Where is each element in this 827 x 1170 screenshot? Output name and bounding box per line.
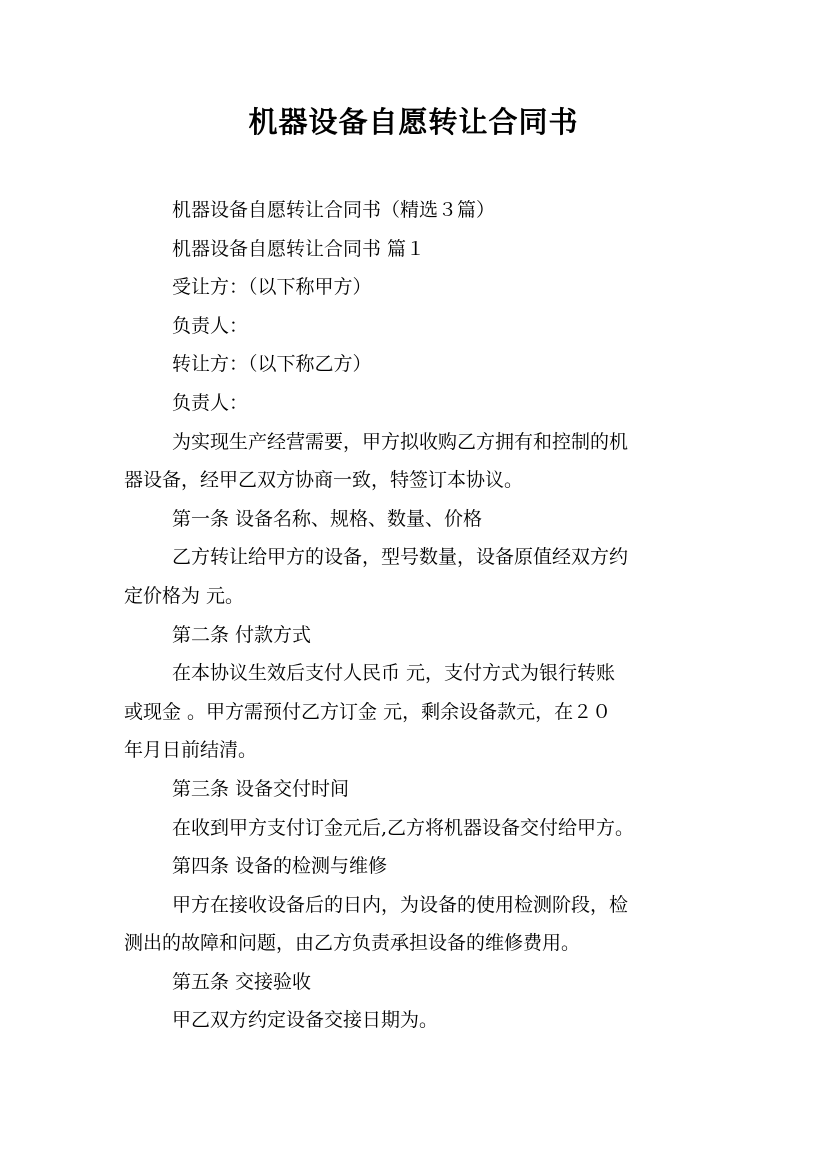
section-heading: 机器设备自愿转让合同书 篇１	[172, 237, 426, 260]
article-2-line-2: 或现金 。甲方需预付乙方订金 元，剩余设备款元，在２０	[124, 700, 612, 723]
preamble-line-2: 器设备，经甲乙双方协商一致，特签订本协议。	[124, 469, 524, 492]
article-3-line-1: 在收到甲方支付订金元后,乙方将机器设备交付给甲方。	[172, 816, 635, 839]
article-4-heading: 第四条 设备的检测与维修	[172, 855, 388, 878]
article-1-heading: 第一条 设备名称、规格、数量、价格	[172, 507, 483, 530]
article-1-line-2: 定价格为 元。	[124, 584, 245, 607]
article-4-line-1: 甲方在接收设备后的日内，为设备的使用检测阶段，检	[172, 893, 629, 916]
document-title: 机器设备自愿转让合同书	[248, 105, 579, 139]
article-2-heading: 第二条 付款方式	[172, 623, 312, 646]
article-1-line-1: 乙方转让给甲方的设备，型号数量，设备原值经双方约	[172, 546, 629, 569]
party-a-representative: 负责人：	[172, 314, 249, 337]
party-a-line: 受让方：（以下称甲方）	[172, 276, 372, 299]
preamble-line-1: 为实现生产经营需要，甲方拟收购乙方拥有和控制的机	[172, 430, 629, 453]
document-body	[124, 191, 704, 1040]
article-5-line-1: 甲乙双方约定设备交接日期为。	[172, 1009, 439, 1032]
party-b-line: 转让方：（以下称乙方）	[172, 353, 372, 376]
article-5-heading: 第五条 交接验收	[172, 970, 312, 993]
article-2-line-3: 年月日前结清。	[124, 739, 258, 762]
article-2-line-1: 在本协议生效后支付人民币 元，支付方式为银行转账	[172, 662, 616, 685]
article-4-line-2: 测出的故障和问题，由乙方负责承担设备的维修费用。	[124, 932, 581, 955]
party-b-representative: 负责人：	[172, 391, 249, 414]
article-3-heading: 第三条 设备交付时间	[172, 777, 350, 800]
subtitle-line: 机器设备自愿转让合同书（精选３篇）	[172, 199, 496, 221]
